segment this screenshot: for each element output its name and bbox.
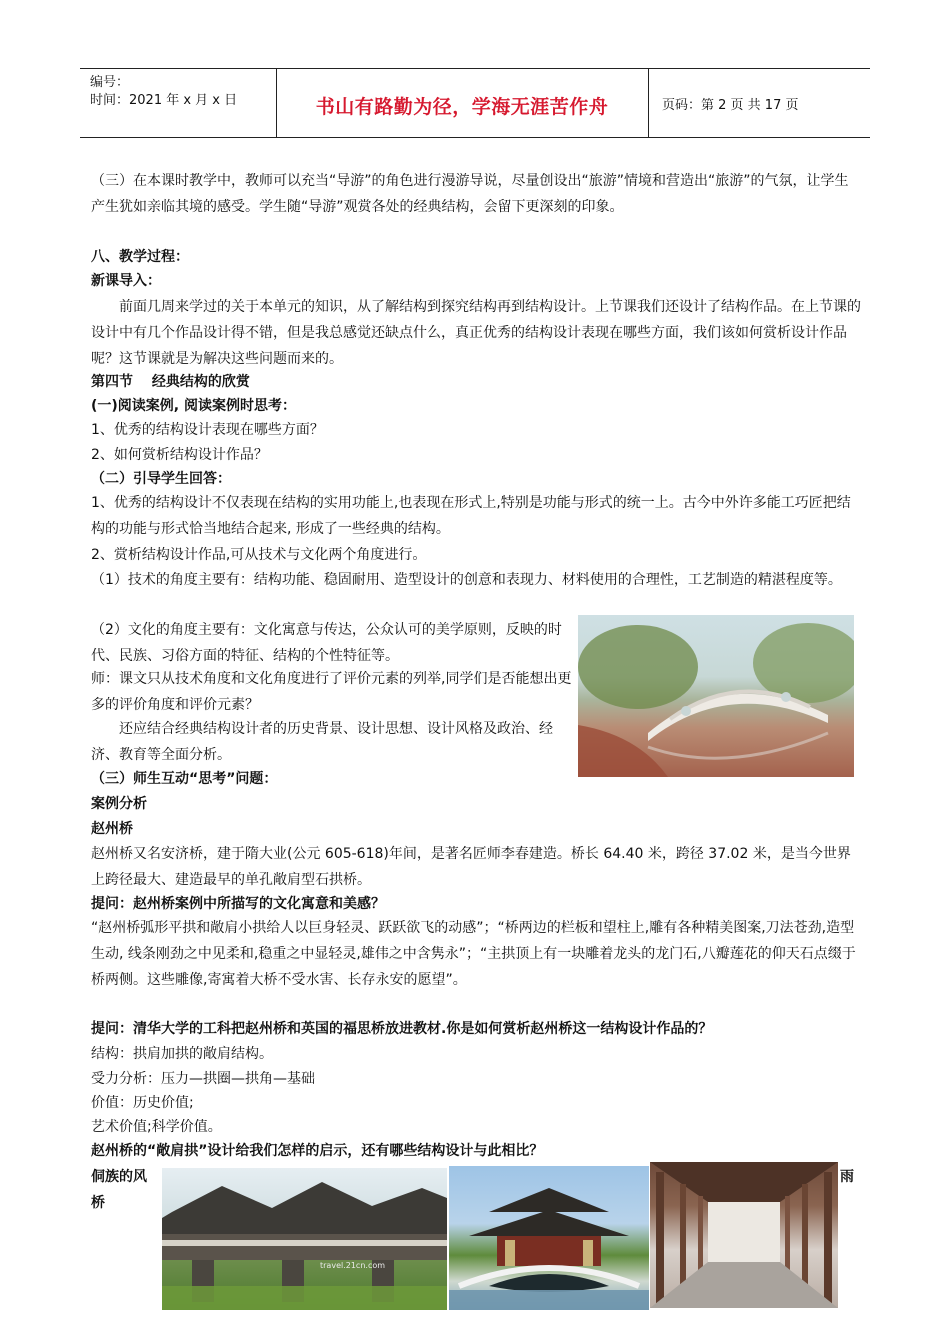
heading-guide-answers: （二）引导学生回答： xyxy=(91,471,231,487)
question-2: 2、如何赏析结构设计作品？ xyxy=(91,447,268,463)
teacher-remark: 师：课文只从技术角度和文化角度进行了评价元素的列举,同学们是否能想出更多的评价角度和评价元素？ xyxy=(91,671,572,713)
bridge-illustration xyxy=(578,615,854,777)
pavilion-bridge-photo xyxy=(449,1166,649,1310)
wind-rain-bridge-photo xyxy=(162,1168,447,1310)
covered-corridor-illustration xyxy=(650,1162,838,1308)
force-analysis-line: 受力分析：压力—拱圈—拱角—基础 xyxy=(91,1071,315,1087)
answer-1: 1、优秀的结构设计不仅表现在结构的实用功能上,也表现在形式上,特别是功能与形式的统一上。古今中外许多能工巧匠把结构的功能与形式恰当地结合起来, 形成了一些经典的结构。 xyxy=(91,495,851,537)
covered-corridor-photo xyxy=(650,1162,838,1308)
question-cultural-meaning: 提问：赵州桥案例中所描写的文化寓意和美感？ xyxy=(91,896,385,912)
paragraph-also-consider: 还应结合经典结构设计者的历史背景、设计思想、设计风格及政治、经济、教育等全面分析。 xyxy=(91,721,553,763)
header-meta-cell xyxy=(80,69,277,137)
paragraph-intro: 前面几周来学过的关于本单元的知识，从了解结构到探究结构再到结构设计。上节课我们还设计了结构作品。在上节课的设计中有几个作品设计得不错，但是我总感觉还缺点什么，真正优秀的结构设计表现在哪些方面，我们该如何赏析设计作品呢？这节课就是为解决这些问题而来的。 xyxy=(91,299,861,367)
zhaozhou-bridge-photo xyxy=(578,615,854,777)
paragraph-guide-role: （三）在本课时教学中，教师可以充当“导游”的角色进行漫游导说，尽量创设出“旅游”情境和营造出“旅游”的气氛，让学生产生犹如亲临其境的感受。学生随“导游”观赏各处的经典结构，会留下更深刻的印象。 xyxy=(91,173,849,215)
code-label: 编号： xyxy=(90,75,130,90)
question-1: 1、优秀的结构设计表现在哪些方面？ xyxy=(91,422,324,438)
wind-rain-bridge-watermark: travel.21cn.com xyxy=(320,1261,386,1270)
dong-bridge-label-right: 雨 xyxy=(840,1169,854,1185)
cultural-angle: （2）文化的角度主要有：文化寓意与传达，公众认可的美学原则，反映的时代、民族、习俗方面的特征、结构的个性特征等。 xyxy=(91,622,562,664)
answer-2: 2、赏析结构设计作品,可从技术与文化两个角度进行。 xyxy=(91,547,427,563)
question-inspiration: 赵州桥的“敞肩拱”设计给我们怎样的启示，还有哪些结构设计与此相比？ xyxy=(91,1143,544,1159)
header-motto-cell xyxy=(276,69,649,137)
heading-interaction: （三）师生互动“思考”问题： xyxy=(91,771,278,787)
value-line-2: 艺术价值;科学价值。 xyxy=(91,1119,222,1135)
heading-teaching-process: 八、教学过程： xyxy=(91,249,189,265)
technical-angle: （1）技术的角度主要有：结构功能、稳固耐用、造型设计的创意和表现力、材料使用的合理性，工艺制造的精湛程度等。 xyxy=(91,572,842,588)
quote-bridge-beauty: “赵州桥弧形平拱和敞肩小拱给人以巨身轻灵、跃跃欲飞的动感”；“桥两边的栏板和望柱上,雕有各种精美图案,刀法苍劲,造型生动, 线条刚劲之中见柔和,稳重之中显轻灵,雄伟之中含隽永”；“主拱顶上有一块雕着龙头的龙门石,八瓣莲花的仰天石点缀于桥两侧。这些雕像,寄寓着大桥不受水害、长存永安的愿望”。 xyxy=(91,920,856,988)
zhaozhou-description: 赵州桥又名安济桥，建于隋大业(公元 605-618)年间，是著名匠师李春建造。桥长 64.40 米，跨径 37.02 米，是当今世界上跨径最大、建造最早的单孔敞肩型石拱桥。 xyxy=(91,846,851,888)
date-label: 时间：2021 年 x 月 x 日 xyxy=(90,93,238,108)
question-tsinghua: 提问：清华大学的工科把赵州桥和英国的福思桥放进教材.你是如何赏析赵州桥这一结构设计作品的？ xyxy=(91,1021,713,1037)
page-header xyxy=(80,68,870,138)
heading-section-four: 第四节 经典结构的欣赏 xyxy=(91,374,250,390)
page-number: 页码：第 2 页 共 17 页 xyxy=(662,98,799,113)
heading-intro: 新课导入： xyxy=(91,273,161,289)
heading-case-analysis: 案例分析 xyxy=(91,796,147,812)
dong-bridge-label-left: 侗族的风 xyxy=(91,1169,147,1185)
wind-rain-bridge-illustration xyxy=(162,1168,447,1310)
dong-bridge-label-qiao: 桥 xyxy=(91,1195,105,1211)
heading-zhaozhou-bridge: 赵州桥 xyxy=(91,821,133,837)
heading-read-cases: (一)阅读案例, 阅读案例时思考： xyxy=(91,398,296,414)
structure-line: 结构：拱肩加拱的敞肩结构。 xyxy=(91,1046,273,1062)
pavilion-bridge-illustration xyxy=(449,1166,649,1310)
motto: 书山有路勤为径，学海无涯苦作舟 xyxy=(315,96,609,118)
value-line: 价值：历史价值; xyxy=(91,1095,194,1111)
